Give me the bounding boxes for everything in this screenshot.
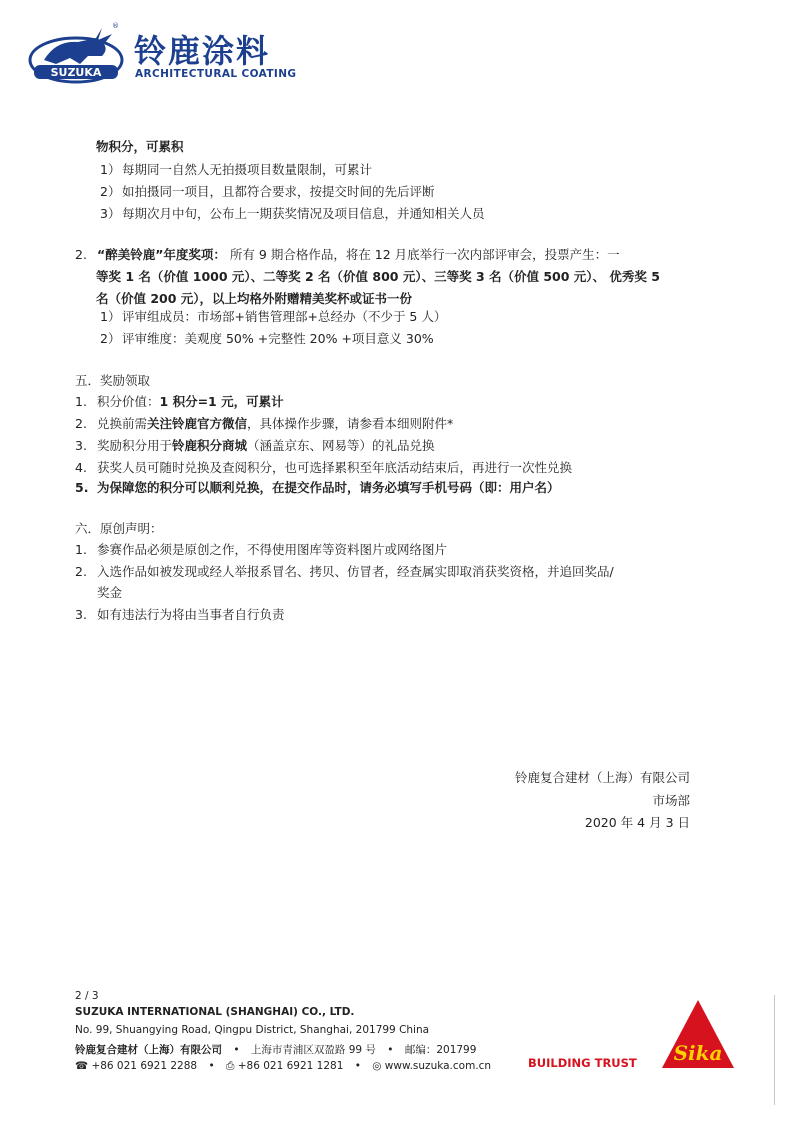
continued-line: 物积分，可累积 [96, 139, 184, 154]
section-5-heading: 五．奖励领取 [75, 373, 151, 388]
phone-number: +86 021 6921 2288 [91, 1060, 198, 1072]
list-item: 1） 评审组成员：市场部+销售管理部+总经办（不少于 5 人） [100, 309, 447, 324]
footer-address-cn: 铃鹿复合建材（上海）有限公司 • 上海市青浦区双盈路 99 号 • 邮编：201799 [75, 1044, 477, 1056]
section-6-heading: 六．原创声明： [75, 521, 163, 536]
list-item: 3. 奖励积分用于铃鹿积分商城（涵盖京东、网易等）的礼品兑换 [75, 438, 435, 453]
annual-award-line3: 名（价值 200 元），以上均格外附赠精美奖杯或证书一份 [96, 291, 413, 306]
list-item: 3. 如有违法行为将由当事者自行负责 [75, 607, 285, 622]
globe-icon: ◎ [372, 1060, 382, 1072]
list-item: 4. 获奖人员可随时兑换及查阅积分，也可选择累积至年底活动结束后，再进行一次性兑换 [75, 460, 573, 475]
brand-name-cn: 铃鹿涂料 [134, 32, 271, 70]
footer-contact: ☎ +86 021 6921 2288 • ⎙ +86 021 6921 1281 • ◎ www.suzuka.com.cn [75, 1060, 492, 1072]
sika-logo [658, 998, 738, 1074]
signature-date: 2020 年 4 月 3 日 [584, 815, 690, 830]
phone-icon: ☎ [75, 1060, 89, 1072]
website-link[interactable]: www.suzuka.com.cn [384, 1060, 492, 1072]
list-item: 1. 参赛作品必须是原创之作，不得使用图库等资料图片或网络图片 [75, 542, 448, 557]
list-item: 1. 积分价值：1 积分=1 元，可累计 [75, 394, 284, 409]
fax-number: +86 021 6921 1281 [237, 1060, 344, 1072]
list-item: 2） 评审维度：美观度 50% +完整性 20% +项目意义 30% [100, 331, 434, 346]
annual-award-line2: 等奖 1 名（价值 1000 元）、二等奖 2 名（价值 800 元）、三等奖 3 名（价值 500 元）、 优秀奖 5 [96, 269, 660, 284]
fax-icon: ⎙ [225, 1060, 235, 1072]
footer-divider [774, 995, 775, 1105]
building-trust-slogan: BUILDING TRUST [528, 1056, 637, 1070]
list-item: 5. 为保障您的积分可以顺利兑换，在提交作品时，请务必填写手机号码（即：用户名） [75, 480, 560, 495]
list-item: 2. 兑换前需关注铃鹿官方微信，具体操作步骤，请参看本细则附件* [75, 416, 454, 431]
list-item: 1） 每期同一自然人无拍摄项目数量限制，可累计 [100, 162, 373, 177]
footer-address-en: No. 99, Shuangying Road, Qingpu District, Shanghai, 201799 China [75, 1024, 430, 1036]
sika-logo-text: Sika [673, 1041, 723, 1065]
list-item: 2. 入选作品如被发现或经人举报系冒名、拷贝、仿冒者，经查属实即取消获奖资格，并追回奖品/ [75, 564, 614, 579]
annual-award-line1: 2. “醉美铃鹿”年度奖项： 所有 9 期合格作品，将在 12 月底举行一次内部评审会，投票产生：一 [75, 247, 620, 262]
page-number: 2 / 3 [75, 990, 99, 1002]
list-item: 2） 如拍摄同一项目，且都符合要求，按提交时间的先后评断 [100, 184, 435, 199]
logo-text: SUZUKA [50, 66, 102, 79]
footer-company-en: SUZUKA INTERNATIONAL (SHANGHAI) CO., LTD. [75, 1006, 355, 1018]
brand-name-en: ARCHITECTURAL COATING [135, 68, 297, 80]
list-item: 奖金 [97, 585, 123, 600]
registered-mark: ® [112, 22, 119, 30]
suzuka-logo [26, 20, 124, 84]
signature-company: 铃鹿复合建材（上海）有限公司 [514, 770, 690, 785]
list-item: 3） 每期次月中旬，公布上一期获奖情况及项目信息，并通知相关人员 [100, 206, 485, 221]
signature-department: 市场部 [652, 793, 690, 808]
